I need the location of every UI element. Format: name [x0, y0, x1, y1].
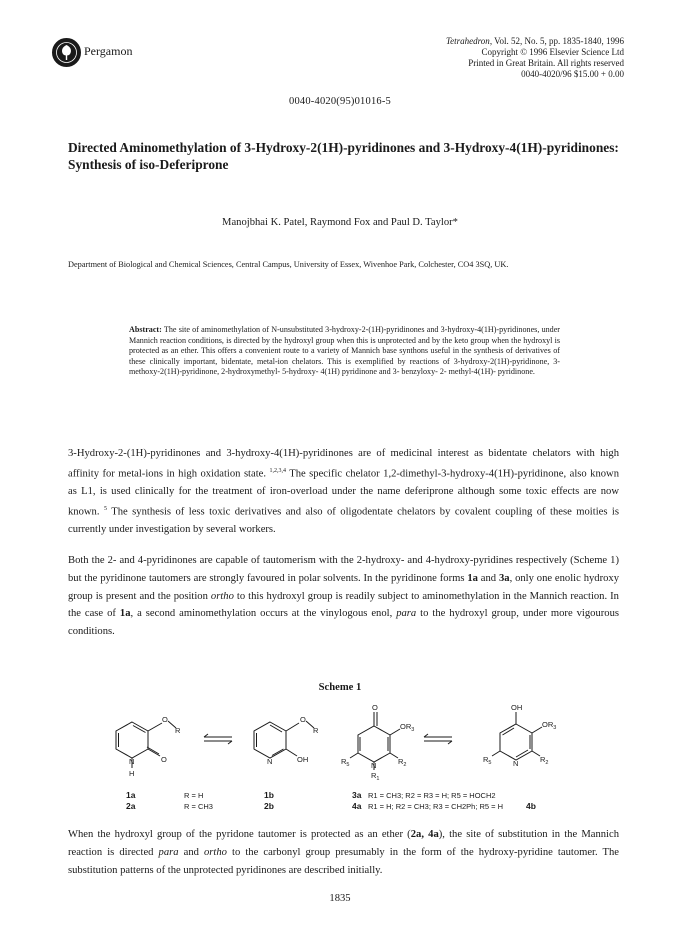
substituents-3a: R1 = CH3; R2 = R3 = H; R5 = HOCH2 [368, 791, 496, 800]
price-line: 0040-4020/96 $15.00 + 0.00 [521, 69, 624, 79]
paragraph-protected: When the hydroxyl group of the pyridone tautomer is protected as an ether (2a, 4a), the site of substitution in the Mannich reaction is directed para and ortho to the carbonyl group presumably in the form of the hydroxy-pyridine tautomer. The substitution patterns of the unprotected pyridinones are described initially. [68, 829, 620, 876]
abstract [129, 325, 560, 378]
svg-text:O: O [300, 715, 306, 724]
paragraph-tautomerism: Both the 2- and 4-pyridinones are capable of tautomerism with the 2-hydroxy- and 4-hydroxy-pyridines respectively (Scheme 1) but the pyridinone tautomers are strongly favoured in polar solvents. In the pyridinone forms 1a and 3a, only one enolic hydroxy group is present and the position ortho to this hydroxyl group is readily subject to aminomethylation in the Mannich reaction. In the case of 1a, a second aminomethylation occurs at the vinylogous enol, para to the hydroxyl group, under more vigourous conditions. [68, 555, 620, 638]
substituent-r-ch3: R = CH3 [184, 802, 213, 811]
scheme-1-structures [92, 700, 612, 815]
svg-text:R2: $R_2$ [540, 755, 549, 766]
svg-text:R2: $R_2$ [398, 757, 407, 768]
structure-4-hydroxypyridine [492, 712, 542, 760]
svg-text:N: N [129, 757, 135, 766]
compound-label-3a: 3a [352, 790, 362, 800]
tree-emblem-icon [53, 39, 80, 66]
svg-text:O: O [372, 703, 378, 712]
svg-text:N: N [513, 759, 519, 768]
compound-label-4b: 4b [526, 801, 536, 811]
svg-text:N: N [267, 757, 273, 766]
compound-label-2a: 2a [126, 801, 136, 811]
svg-text:R: R [313, 726, 319, 735]
doi: 0040-4020(95)01016-5 [289, 96, 391, 107]
article-title: Directed Aminomethylation of 3-Hydroxy-2(1H)-pyridinones and 3-Hydroxy-4(1H)-pyridinones: Synthesis of iso-Deferiprone [68, 140, 619, 172]
page-number: 1835 [329, 893, 351, 904]
affiliation: Department of Biological and Chemical Sciences, Central Campus, University of Essex, Wivenhoe Park, Colchester, CO4 3SQ, UK. [68, 260, 509, 269]
svg-text:O: O [161, 755, 167, 764]
svg-text:H: H [129, 769, 135, 778]
printed-line: Printed in Great Britain. All rights reserved [468, 58, 624, 68]
structure-pyridinone [116, 721, 176, 768]
abstract-label: Abstract: [129, 325, 162, 334]
svg-text:OH: OH [511, 703, 523, 712]
svg-text:R1: $R_1$ [371, 771, 380, 782]
svg-text:O: O [162, 715, 168, 724]
abstract-text: The site of aminomethylation of N-unsubstituted 3-hydroxy-2-(1H)-pyridinones and 3-hydroxy-4(1H)-pyridinones, under Mannich reaction conditions, is directed by the hydroxyl group when this is unprotected and by the keto group when the hydroxyl is protected as an ether. This offers a convenient route to a variety of Mannich base synthons useful in the synthesis of derivatives of these clinically important, bidentate, metal-ion chelators. This is exemplified by reactions of 3-hydroxy-2(1H)-pyridinone, 3-methoxy-2(1H)-pyridinone, 2-hydroxymethyl- 5-hydroxy- 4(1H) pyridinone and 3- benzyloxy- 2- methyl-4(1H)- pyridinone. [129, 325, 560, 377]
publisher-logo [52, 38, 81, 67]
svg-text:R: R [175, 726, 181, 735]
publisher-name: Pergamon [84, 44, 133, 58]
authors: Manojbhai K. Patel, Raymond Fox and Paul D. Taylor* [222, 217, 458, 228]
svg-text:R5: $R_5$ [341, 757, 350, 768]
svg-text:OH: OH [297, 755, 309, 764]
substituent-r-h: R = H [184, 791, 204, 800]
svg-text:OR3: $OR_3$ [542, 720, 557, 731]
paragraph-intro: 3-Hydroxy-2-(1H)-pyridinones and 3-hydroxy-4(1H)-pyridinones are of medicinal interest as bidentate chelators with high affinity for metal-ions in high oxidation state. $^{1,2,3,4}$ The specific chelator 1,2-dimethyl-3-hydroxy-4(1H)-pyridinone, also known as L1, is used clinically for the treatment of iron-overload under the name deferiprone although some toxic effects are now known. $^5$ The synthesis of less toxic derivatives and also of oligodentate chelators by covalent coupling of these moities is currently under investigation by several workers. [68, 448, 619, 536]
compound-label-1a: 1a [126, 790, 136, 800]
citation-ref: 5 [103, 505, 107, 512]
structure-hydroxypyridine [254, 721, 314, 758]
svg-text:R5: $R_5$ [483, 755, 492, 766]
copyright-line: Copyright © 1996 Elsevier Science Ltd [481, 47, 624, 57]
substituents-4a: R1 = H; R2 = CH3; R3 = CH2Ph; R5 = H [368, 802, 504, 811]
citation-ref: 1,2,3,4 [269, 467, 286, 474]
scheme-title: Scheme 1 [318, 682, 362, 693]
compound-label-2b: 2b [264, 801, 274, 811]
journal-info [446, 36, 624, 80]
svg-text:OR3: $OR_3$ [400, 722, 415, 733]
compound-label-4a: 4a [352, 801, 362, 811]
svg-text:N: N [371, 761, 377, 770]
compound-label-1b: 1b [264, 790, 274, 800]
journal-citation: Tetrahedron, Vol. 52, No. 5, pp. 1835-1840, 1996 [445, 36, 624, 46]
